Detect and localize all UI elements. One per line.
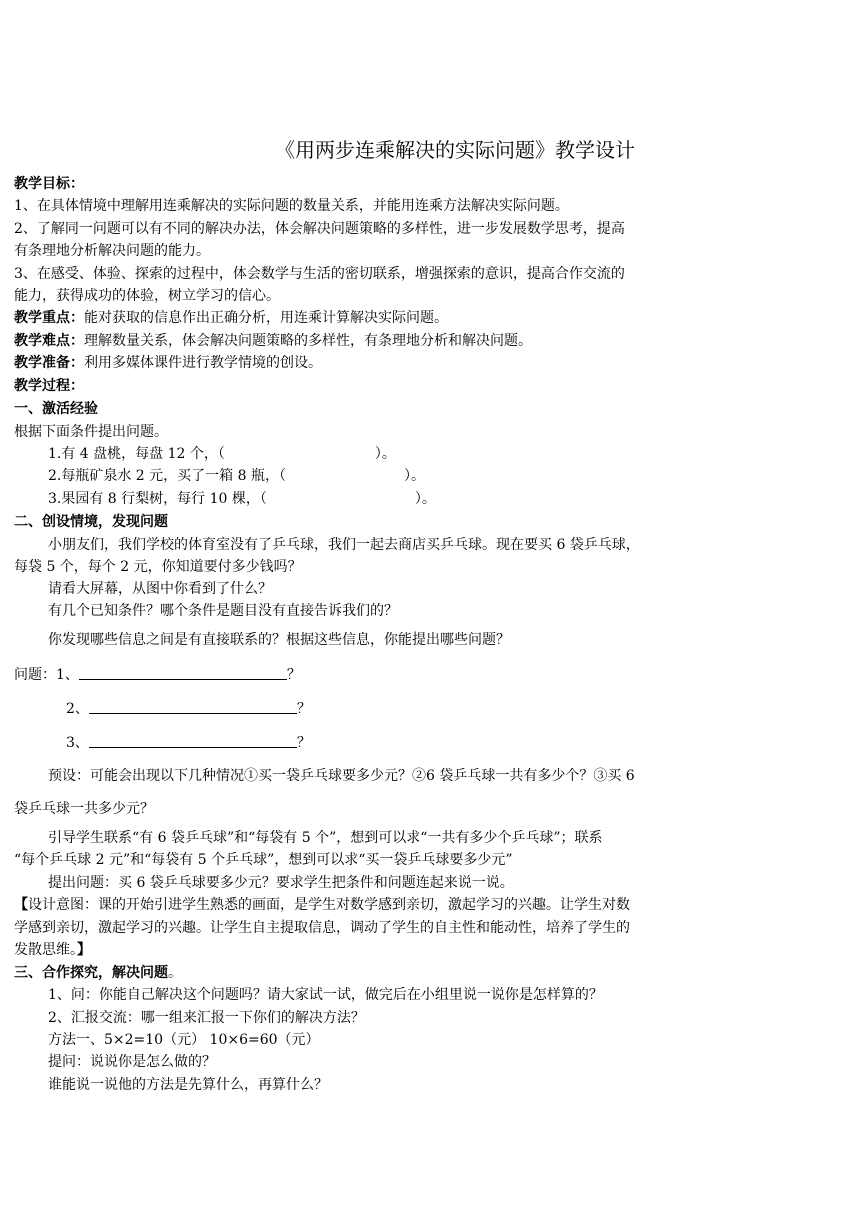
question-2-label: 2、 bbox=[66, 701, 89, 717]
difficulty bbox=[14, 331, 532, 351]
section-3-period: 。 bbox=[168, 965, 182, 981]
question-3-blank bbox=[89, 733, 297, 748]
preparation-label: 教学准备： bbox=[14, 355, 84, 371]
question-3-mark: ？ bbox=[296, 735, 311, 751]
question-1-blank bbox=[79, 665, 287, 680]
question-2-mark: ？ bbox=[296, 701, 311, 717]
exercise-2 bbox=[48, 466, 425, 486]
document-title: 《用两步连乘解决的实际问题》教学设计 bbox=[275, 138, 635, 162]
guide-line-2: “每个乒乓球 2 元”和“每袋有 5 个乒乓球”，想到可以求“买一袋乒乓球要多少元” bbox=[14, 852, 513, 868]
process-heading: 教学过程： bbox=[14, 378, 84, 394]
presets-line-2: 袋乒乓球一共多少元？ bbox=[14, 801, 154, 817]
exercise-2-text: 2.每瓶矿泉水 2 元，买了一箱 8 瓶，（ bbox=[48, 468, 286, 484]
design-intent-line-3 bbox=[14, 940, 91, 960]
goal-2-line-1: 2、了解同一问题可以有不同的解决办法，体会解决问题策略的多样性，进一步发展数学思考，提高 bbox=[14, 221, 625, 237]
method-1: 方法一、5×2=10（元） 10×6=60（元） bbox=[48, 1032, 320, 1048]
exercise-1 bbox=[48, 444, 396, 464]
key-point-text: 能对获取的信息作出正确分析，用连乘计算解决实际问题。 bbox=[84, 310, 448, 326]
section-1-heading: 一、激活经验 bbox=[14, 401, 98, 417]
relations-prompt: 你发现哪些信息之间是有直接联系的？根据这些信息，你能提出哪些问题？ bbox=[48, 632, 510, 648]
design-open-bracket: 【 bbox=[14, 897, 28, 913]
goals-heading: 教学目标： bbox=[14, 176, 84, 192]
goal-1: 1、在具体情境中理解用连乘解决的实际问题的数量关系，并能用连乘方法解决实际问题。 bbox=[14, 198, 569, 214]
scenario-line-1: 小朋友们，我们学校的体育室没有了乒乓球，我们一起去商店买乒乓球。现在要买 6 袋乒乓球， bbox=[48, 537, 640, 553]
goal-3-line-1: 3、在感受、体验、探索的过程中，体会数学与生活的密切联系，增强探索的意识，提高合作交流的 bbox=[14, 266, 625, 282]
difficulty-label: 教学难点： bbox=[14, 333, 84, 349]
explore-step-2: 2、汇报交流：哪一组来汇报一下你们的解决方法？ bbox=[48, 1010, 365, 1026]
presets-line-1: 预设：可能会出现以下几种情况①买一袋乒乓球要多少元？②6 袋乒乓球一共有多少个？③买 6 bbox=[48, 768, 635, 784]
design-close-bracket: 】 bbox=[77, 942, 91, 958]
order-question: 谁能说一说他的方法是先算什么，再算什么？ bbox=[48, 1077, 328, 1093]
screen-prompt: 请看大屏幕，从图中你看到了什么？ bbox=[48, 581, 272, 597]
exercise-1-text: 1.有 4 盘桃，每盘 12 个，（ bbox=[48, 446, 225, 462]
exercise-3-text: 3.果园有 8 行梨树，每行 10 棵，（ bbox=[48, 491, 267, 507]
goal-3-line-2: 能力，获得成功的体验，树立学习的信心。 bbox=[14, 288, 280, 304]
exercise-3 bbox=[48, 489, 436, 509]
goal-2-line-2: 有条理地分析解决问题的能力。 bbox=[14, 243, 210, 259]
design-intent-line-2: 学感到亲切，激起学习的兴趣。让学生自主提取信息，调动了学生的自主性和能动性，培养了学生的 bbox=[14, 920, 630, 936]
difficulty-text: 理解数量关系，体会解决问题策略的多样性，有条理地分析和解决问题。 bbox=[84, 333, 532, 349]
section-1-intro: 根据下面条件提出问题。 bbox=[14, 424, 168, 440]
exercise-1-close: ）。 bbox=[374, 446, 396, 462]
explore-step-1: 1、问：你能自己解决这个问题吗？请大家试一试，做完后在小组里说一说你是怎样算的？ bbox=[48, 987, 603, 1003]
guide-line-1: 引导学生联系“有 6 袋乒乓球”和“每袋有 5 个”，想到可以求“一共有多少个乒乓球”；联系 bbox=[48, 830, 603, 846]
question-2 bbox=[66, 699, 311, 719]
scenario-line-2: 每袋 5 个，每个 2 元，你知道要付多少钱吗？ bbox=[14, 559, 302, 575]
question-1-label: 问题：1、 bbox=[14, 667, 79, 683]
section-3-heading bbox=[14, 963, 182, 983]
question-2-blank bbox=[89, 699, 297, 714]
question-3-label: 3、 bbox=[66, 735, 89, 751]
question-1-mark: ？ bbox=[286, 667, 301, 683]
conditions-prompt: 有几个已知条件？哪个条件是题目没有直接告诉我们的？ bbox=[48, 603, 398, 619]
exercise-3-close: ）。 bbox=[414, 491, 436, 507]
design-intent-text-3: 发散思维。 bbox=[14, 942, 77, 958]
preparation bbox=[14, 353, 322, 373]
question-1 bbox=[14, 665, 301, 685]
section-3-title: 三、合作探究，解决问题 bbox=[14, 965, 168, 981]
preparation-text: 利用多媒体课件进行教学情境的创设。 bbox=[84, 355, 322, 371]
exercise-2-close: ）。 bbox=[403, 468, 425, 484]
follow-up-question: 提问：说说你是怎么做的？ bbox=[48, 1054, 216, 1070]
question-3 bbox=[66, 733, 311, 753]
design-intent-text-1: 设计意图：课的开始引进学生熟悉的画面，是学生对数学感到亲切，激起学习的兴趣。让学生对数 bbox=[28, 897, 630, 913]
key-point-label: 教学重点： bbox=[14, 310, 84, 326]
key-point bbox=[14, 308, 448, 328]
design-intent-line-1 bbox=[14, 895, 630, 915]
pose-question: 提出问题：买 6 袋乒乓球要多少元？要求学生把条件和问题连起来说一说。 bbox=[48, 875, 514, 891]
section-2-heading: 二、创设情境，发现问题 bbox=[14, 514, 168, 530]
